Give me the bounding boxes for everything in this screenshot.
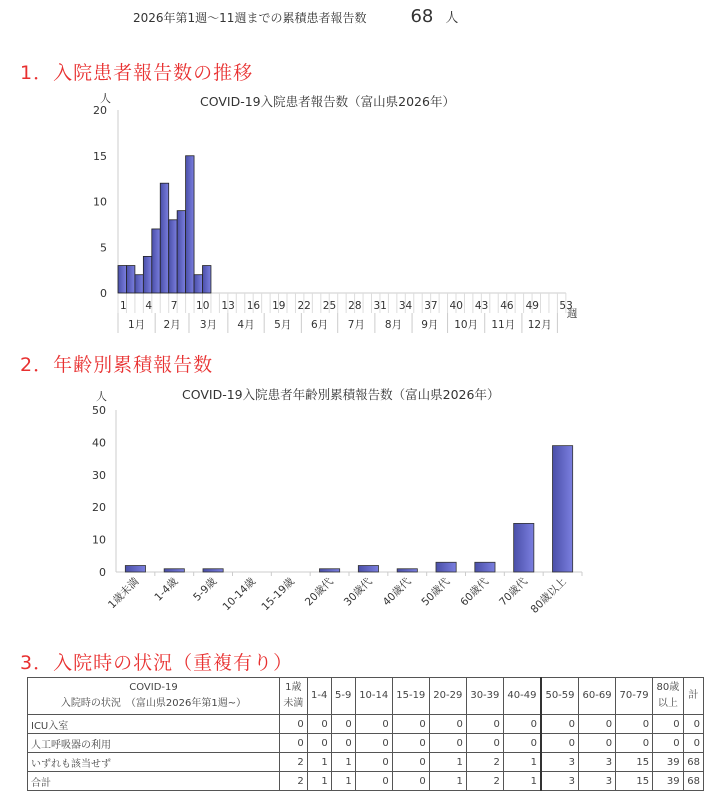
y-tick-label: 0 — [99, 566, 106, 579]
table-cell: 0 — [466, 734, 503, 753]
column-header: 5-9 — [331, 678, 355, 715]
table-cell: 0 — [392, 753, 429, 772]
month-label: 7月 — [347, 319, 365, 331]
table-cell: 68 — [683, 753, 703, 772]
table-cell: 0 — [503, 715, 541, 734]
x-tick-label: 13 — [221, 300, 235, 312]
table-cell: 3 — [541, 753, 579, 772]
age-bar — [203, 569, 223, 572]
x-tick-label: 43 — [474, 300, 489, 312]
y-tick-label: 0 — [100, 287, 107, 300]
section-heading-trend: 1．入院患者報告数の推移 — [20, 62, 254, 84]
x-tick-label: 20歳代 — [302, 575, 336, 609]
table-cell: 3 — [579, 772, 616, 791]
table-row — [28, 753, 704, 772]
month-label: 5月 — [274, 319, 292, 331]
column-header: 30-39 — [466, 678, 503, 715]
x-tick-label: 40 — [449, 300, 463, 312]
week-bar — [169, 220, 177, 293]
month-label: 10月 — [454, 319, 479, 331]
week-bar — [118, 266, 126, 293]
x-tick-label: 49 — [525, 300, 539, 312]
table-cell: 0 — [503, 734, 541, 753]
table-cell: 3 — [579, 753, 616, 772]
chart-title: COVID-19入院患者報告数（富山県2026年） — [200, 94, 455, 109]
y-unit-label: 人 — [96, 390, 107, 403]
row-label: ICU入室 — [28, 715, 280, 734]
table-cell: 0 — [331, 715, 355, 734]
table-cell: 0 — [541, 734, 579, 753]
table-cell: 0 — [307, 734, 331, 753]
table-cell: 0 — [579, 734, 616, 753]
x-tick-label: 50歳代 — [419, 575, 453, 609]
table-row — [28, 715, 704, 734]
table-cell: 1 — [307, 772, 331, 791]
table-row — [28, 772, 704, 791]
section-heading-status: 3．入院時の状況（重複有り） — [20, 652, 294, 674]
x-tick-label: 15-19歳 — [259, 575, 297, 614]
table-cell: 0 — [579, 715, 616, 734]
column-header: 15-19 — [392, 678, 429, 715]
table-cell: 0 — [683, 715, 703, 734]
x-tick-label: 22 — [297, 300, 311, 312]
table-cell: 39 — [653, 772, 684, 791]
week-bar — [194, 275, 202, 293]
admission-status-table — [27, 677, 704, 791]
y-unit-label: 人 — [100, 92, 111, 105]
table-cell: 1 — [503, 753, 541, 772]
table-cell: 0 — [331, 734, 355, 753]
x-tick-label: 5-9歳 — [191, 575, 220, 604]
table-cell: 1 — [503, 772, 541, 791]
x-tick-label: 1 — [120, 300, 127, 312]
table-cell: 2 — [280, 772, 308, 791]
column-header: 20-29 — [429, 678, 466, 715]
table-cell: 2 — [466, 772, 503, 791]
table-cell: 0 — [683, 734, 703, 753]
x-tick-label: 40歳代 — [380, 575, 414, 609]
age-bar — [319, 569, 339, 572]
table-cell: 0 — [653, 734, 684, 753]
week-bar — [160, 183, 168, 293]
x-tick-label: 16 — [246, 300, 261, 312]
row-label: いずれも該当せず — [28, 753, 280, 772]
x-tick-label: 25 — [322, 300, 337, 312]
y-tick-label: 10 — [92, 533, 106, 547]
week-bar — [203, 266, 211, 293]
age-bar — [358, 566, 378, 572]
age-cumulative-chart — [80, 382, 600, 632]
table-row — [28, 734, 704, 753]
table-cell: 0 — [355, 753, 392, 772]
month-label: 3月 — [199, 319, 218, 331]
table-cell: 0 — [392, 734, 429, 753]
table-cell: 0 — [392, 715, 429, 734]
row-label: 人工呼吸器の利用 — [28, 734, 280, 753]
x-tick-label: 4 — [145, 300, 153, 312]
table-cell: 0 — [280, 715, 308, 734]
table-header-row — [28, 678, 704, 715]
table-cell: 0 — [429, 734, 466, 753]
y-tick-label: 5 — [100, 241, 107, 255]
age-bar — [164, 569, 184, 572]
table-cell: 1 — [331, 772, 355, 791]
x-tick-label: 1歳未満 — [106, 575, 142, 612]
week-bar — [152, 229, 160, 293]
summary-unit: 人 — [445, 11, 459, 26]
column-header: 1-4 — [307, 678, 331, 715]
table-cell: 15 — [616, 772, 653, 791]
week-bar — [143, 256, 151, 293]
summary-line — [133, 6, 458, 27]
table-cell: 0 — [280, 734, 308, 753]
age-bar — [436, 562, 456, 572]
age-bar — [125, 566, 145, 572]
weekly-admissions-chart — [80, 88, 600, 338]
column-header: 10-14 — [355, 678, 392, 715]
week-bar — [186, 156, 194, 293]
x-tick-label: 30歳代 — [341, 575, 375, 609]
table-header-label: COVID-19 入院時の状況 （富山県2026年第1週~） — [28, 678, 280, 715]
x-unit-label: 週 — [566, 308, 578, 320]
table-cell: 0 — [392, 772, 429, 791]
x-tick-label: 10-14歳 — [220, 575, 259, 614]
y-tick-label: 10 — [93, 195, 107, 209]
x-tick-label: 1-4歳 — [152, 575, 181, 604]
column-header: 60-69 — [579, 678, 616, 715]
x-tick-label: 34 — [398, 300, 413, 312]
x-tick-label: 31 — [373, 300, 387, 312]
month-label: 8月 — [384, 319, 403, 331]
table-cell: 39 — [653, 753, 684, 772]
x-tick-label: 60歳代 — [458, 575, 492, 609]
table-cell: 0 — [466, 715, 503, 734]
month-label: 9月 — [421, 319, 439, 331]
month-label: 12月 — [527, 319, 552, 331]
table-cell: 15 — [616, 753, 653, 772]
y-tick-label: 30 — [92, 468, 106, 482]
table-cell: 0 — [429, 715, 466, 734]
x-tick-label: 70歳代 — [497, 575, 530, 609]
column-header: 70-79 — [616, 678, 653, 715]
x-tick-label: 19 — [272, 300, 286, 312]
age-bar — [552, 446, 572, 572]
month-label: 6月 — [310, 319, 329, 331]
x-tick-label: 80歳以上 — [528, 575, 569, 616]
table-cell: 0 — [307, 715, 331, 734]
table-cell: 0 — [616, 715, 653, 734]
column-header: 50-59 — [541, 678, 579, 715]
x-tick-label: 53 — [559, 300, 573, 312]
x-tick-label: 28 — [348, 300, 362, 312]
age-bar — [397, 569, 417, 572]
summary-text: 2026年第1週～11週までの累積患者報告数 — [133, 11, 367, 25]
table-cell: 0 — [355, 734, 392, 753]
month-label: 4月 — [237, 319, 255, 331]
week-bar — [177, 211, 185, 293]
month-label: 2月 — [163, 319, 181, 331]
table-cell: 1 — [331, 753, 355, 772]
table-cell: 0 — [653, 715, 684, 734]
column-header: 計 — [683, 678, 703, 715]
table-cell: 68 — [683, 772, 703, 791]
table-cell: 2 — [280, 753, 308, 772]
row-label: 合計 — [28, 772, 280, 791]
section-heading-age: 2．年齢別累積報告数 — [20, 354, 214, 376]
x-tick-label: 10 — [196, 300, 210, 312]
column-header: 1歳 未満 — [280, 678, 308, 715]
summary-count: 68 — [410, 6, 434, 27]
age-bar — [475, 562, 495, 572]
y-tick-label: 40 — [92, 436, 106, 450]
y-tick-label: 15 — [93, 149, 107, 163]
column-header: 40-49 — [503, 678, 541, 715]
week-bar — [126, 266, 134, 293]
table-cell: 0 — [355, 772, 392, 791]
week-bar — [135, 275, 143, 293]
table-cell: 2 — [466, 753, 503, 772]
age-bar — [514, 523, 534, 572]
table-cell: 1 — [307, 753, 331, 772]
x-tick-label: 7 — [170, 300, 178, 312]
y-tick-label: 20 — [93, 104, 107, 117]
table-cell: 1 — [429, 772, 466, 791]
table-cell: 0 — [616, 734, 653, 753]
chart-title: COVID-19入院患者年齢別累積報告数（富山県2026年） — [182, 387, 500, 402]
y-tick-label: 20 — [92, 501, 106, 515]
month-label: 11月 — [491, 319, 516, 331]
table-cell: 0 — [541, 715, 579, 734]
table-cell: 0 — [355, 715, 392, 734]
table-cell: 1 — [429, 753, 466, 772]
month-label: 1月 — [127, 319, 146, 331]
y-tick-label: 50 — [92, 404, 106, 417]
x-tick-label: 37 — [424, 300, 438, 312]
table-cell: 3 — [541, 772, 579, 791]
x-tick-label: 46 — [500, 300, 514, 312]
column-header: 80歳 以上 — [653, 678, 684, 715]
